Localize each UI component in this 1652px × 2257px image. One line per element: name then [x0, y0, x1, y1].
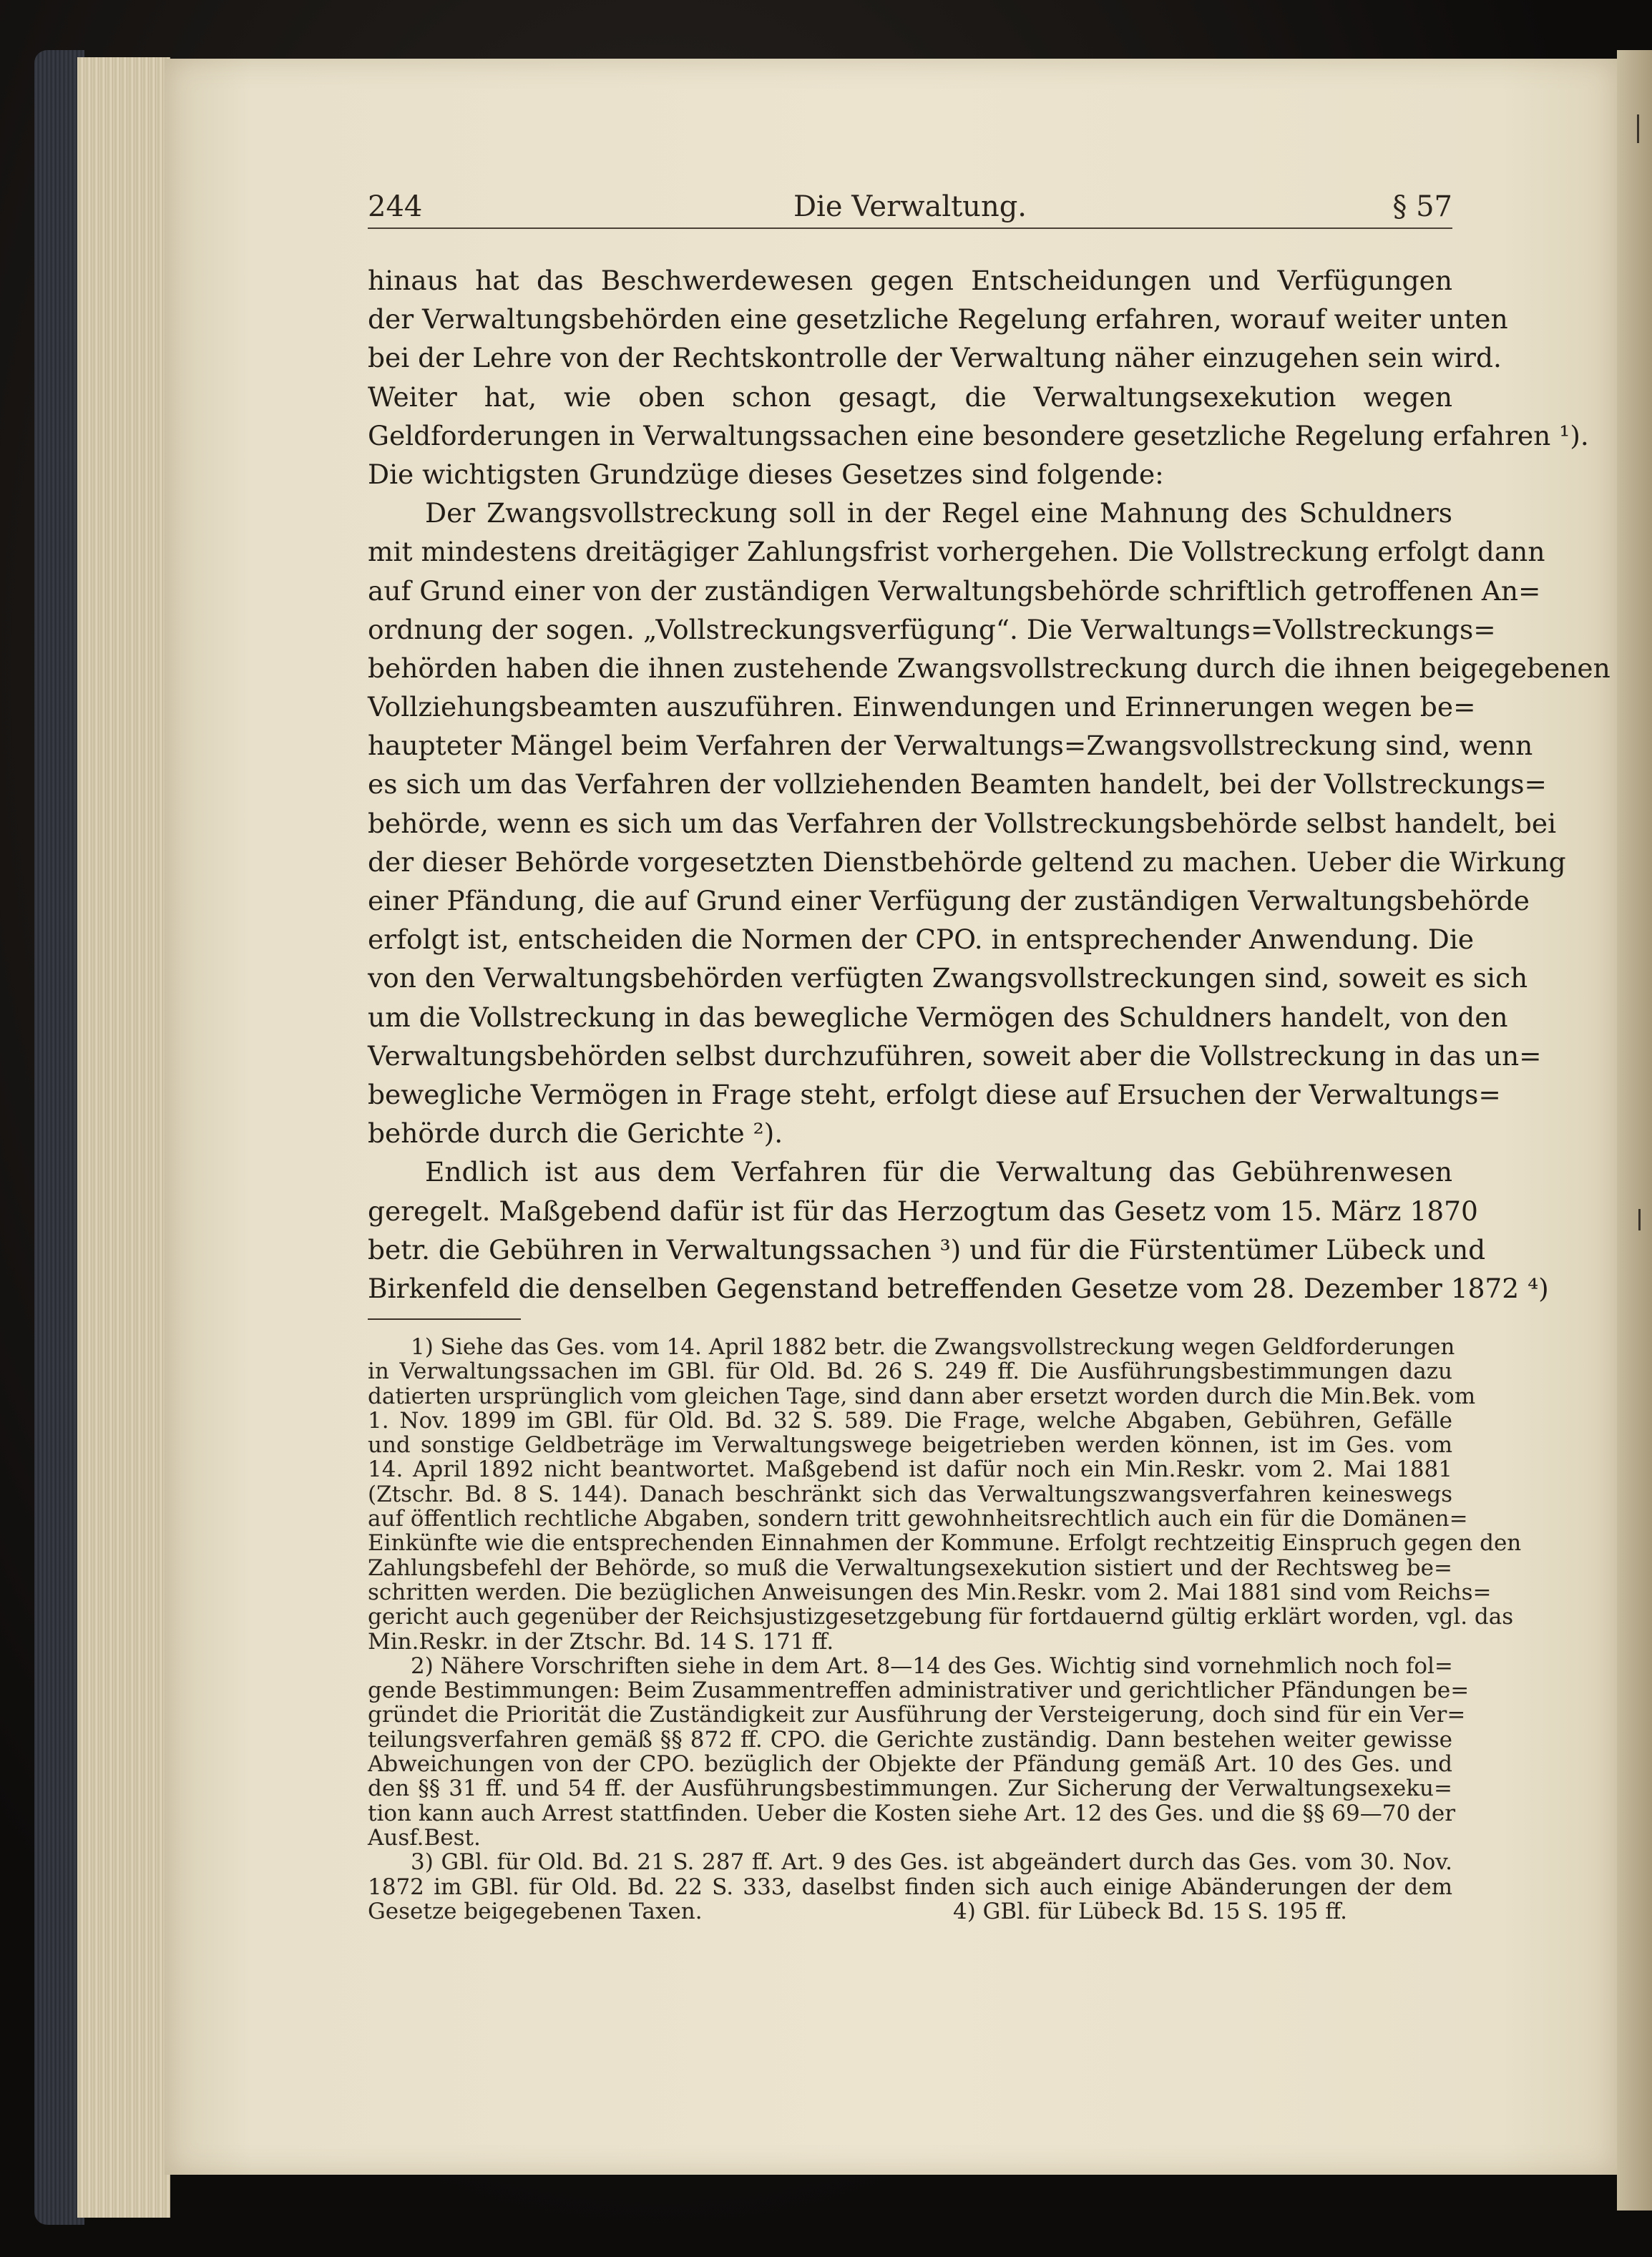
text-line: von den Verwaltungsbehörden verfügten Zwangsvollstreckungen sind, soweit es sich	[368, 962, 1528, 994]
edge-mark	[1637, 114, 1639, 143]
running-head	[368, 187, 1452, 229]
footnote-line	[368, 1899, 1452, 1924]
footnote-line: und sonstige Geldbeträge im Verwaltungswege beigetrieben werden können, ist im Ges. vom	[368, 1432, 1452, 1459]
text-line: Geldforderungen in Verwaltungssachen eine besondere gesetzliche Regelung erfahren ¹).	[368, 419, 1589, 451]
footnote-line: in Verwaltungssachen im GBl. für Old. Bd. 26 S. 249 ff. Die Ausführungsbestimmungen dazu	[368, 1358, 1452, 1385]
footnote-line: tion kann auch Arrest stattfinden. Ueber die Kosten siehe Art. 12 des Ges. und die §§ 69—70 der	[368, 1800, 1456, 1826]
footnote-line: 1. Nov. 1899 im GBl. für Old. Bd. 32 S. 589. Die Frage, welche Abgaben, Gebühren, Gefälle	[368, 1407, 1452, 1434]
footnote-line: 3) GBl. für Old. Bd. 21 S. 287 ff. Art. 9 des Ges. ist abgeändert durch das Ges. vom 30. Nov.	[411, 1849, 1452, 1876]
footnote-line: gende Bestimmungen: Beim Zusammentreffen administrativer und gerichtlicher Pfändungen be=	[368, 1678, 1470, 1704]
footnote-line: Einkünfte wie die entsprechenden Einnahmen der Kommune. Erfolgt rechtzeitig Einspruch gegen den	[368, 1530, 1522, 1557]
chapter-title: Die Verwaltung.	[793, 190, 1027, 223]
footnote-line: Zahlungsbefehl der Behörde, so muß die Verwaltungsexekution sistiert und der Rechtsweg be=	[368, 1555, 1452, 1581]
footnote-line: datierten ursprünglich vom gleichen Tage, sind dann aber ersetzt worden durch die Min.Bek. vom	[368, 1383, 1476, 1409]
footnote-line: teilungsverfahren gemäß §§ 872 ff. CPO. die Gerichte zuständig. Dann bestehen weiter gewisse	[368, 1726, 1452, 1753]
text-line: geregelt. Maßgebend dafür ist für das Herzogtum das Gesetz vom 15. März 1870	[368, 1195, 1478, 1227]
text-line: Endlich ist aus dem Verfahren für die Verwaltung das Gebührenwesen	[425, 1156, 1452, 1188]
text-line: behörde durch die Gerichte ²).	[368, 1117, 783, 1150]
text-line: erfolgt ist, entscheiden die Normen der CPO. in entsprechender Anwendung. Die	[368, 924, 1475, 956]
body-text	[368, 261, 1611, 1308]
text-line: es sich um das Verfahren der vollziehenden Beamten handelt, bei der Vollstreckungs=	[368, 768, 1547, 801]
facing-page-edge	[1617, 50, 1652, 2211]
text-line: ordnung der sogen. „Vollstreckungsverfügung“. Die Verwaltungs=Vollstreckungs=	[368, 613, 1496, 645]
footnote-line: (Ztschr. Bd. 8 S. 144). Danach beschränkt sich das Verwaltungszwangsverfahren keineswegs	[368, 1481, 1452, 1507]
footnote-line: Min.Reskr. in der Ztschr. Bd. 14 S. 171 ff.	[368, 1628, 834, 1655]
footnote-3-end: Gesetze beigegebenen Taxen.	[368, 1898, 703, 1924]
text-line: behörden haben die ihnen zustehende Zwangsvollstreckung durch die ihnen beigegebenen	[368, 652, 1611, 684]
footnote-line: Abweichungen von der CPO. bezüglich der Objekte der Pfändung gemäß Art. 10 des Ges. und	[368, 1751, 1452, 1778]
text-line: Der Zwangsvollstreckung soll in der Regel eine Mahnung des Schuldners	[425, 497, 1452, 529]
footnote-line: 1872 im GBl. für Old. Bd. 22 S. 333, daselbst finden sich auch einige Abänderungen der dem	[368, 1874, 1452, 1900]
text-line: Weiter hat, wie oben schon gesagt, die Verwaltungsexekution wegen	[368, 381, 1452, 413]
text-line: betr. die Gebühren in Verwaltungssachen ³) und für die Fürstentümer Lübeck und	[368, 1233, 1486, 1265]
page-edges	[77, 57, 170, 2218]
footnote-line: 14. April 1892 nicht beantwortet. Maßgebend ist dafür noch ein Min.Reskr. vom 2. Mai 1881	[368, 1456, 1452, 1483]
text-line: Die wichtigsten Grundzüge dieses Gesetzes sind folgende:	[368, 458, 1164, 490]
section-number: § 57	[1392, 190, 1452, 223]
text-line: auf Grund einer von der zuständigen Verwaltungsbehörde schriftlich getroffenen An=	[368, 574, 1541, 607]
footnotes	[368, 1334, 1522, 1924]
footnote-line: auf öffentlich rechtliche Abgaben, sondern tritt gewohnheitsrechtlich auch ein für die Domänen=	[368, 1506, 1468, 1532]
footnote-line: gründet die Priorität die Zuständigkeit zur Ausführung der Versteigerung, doch sind für ein Ver=	[368, 1702, 1466, 1728]
footnote-line: gericht auch gegenüber der Reichsjustizgesetzgebung für fortdauernd gültig erklärt worden, vgl. das	[368, 1604, 1514, 1630]
text-line: bewegliche Vermögen in Frage steht, erfolgt diese auf Ersuchen der Verwaltungs=	[368, 1078, 1501, 1110]
footnote-line: Ausf.Best.	[368, 1824, 481, 1851]
text-line: Verwaltungsbehörden selbst durchzuführen, soweit aber die Vollstreckung in das un=	[368, 1039, 1542, 1072]
text-line: mit mindestens dreitägiger Zahlungsfrist vorhergehen. Die Vollstreckung erfolgt dann	[368, 536, 1545, 568]
text-line: der Verwaltungsbehörden eine gesetzliche Regelung erfahren, worauf weiter unten	[368, 303, 1508, 336]
text-line: der dieser Behörde vorgesetzten Dienstbehörde geltend zu machen. Ueber die Wirkung	[368, 846, 1566, 878]
text-line: Birkenfeld die denselben Gegenstand betreffenden Gesetze vom 28. Dezember 1872 ⁴)	[368, 1272, 1549, 1304]
text-line: einer Pfändung, die auf Grund einer Verfügung der zuständigen Verwaltungsbehörde	[368, 885, 1530, 916]
footnote-4: 4) GBl. für Lübeck Bd. 15 S. 195 ff.	[953, 1898, 1347, 1924]
text-line: bei der Lehre von der Rechtskontrolle der Verwaltung näher einzugehen sein wird.	[368, 342, 1502, 374]
page-number: 244	[368, 190, 423, 223]
text-line: hinaus hat das Beschwerdewesen gegen Entscheidungen und Verfügungen	[368, 265, 1452, 296]
footnote-line: den §§ 31 ff. und 54 ff. der Ausführungsbestimmungen. Zur Sicherung der Verwaltungsexeku=	[368, 1776, 1452, 1802]
text-line: Vollziehungsbeamten auszuführen. Einwendungen und Erinnerungen wegen be=	[368, 691, 1476, 723]
footnote-line: 2) Nähere Vorschriften siehe in dem Art. 8—14 des Ges. Wichtig sind vornehmlich noch fol=	[411, 1653, 1453, 1679]
edge-mark	[1638, 1209, 1641, 1230]
footnote-line: 1) Siehe das Ges. vom 14. April 1882 betr. die Zwangsvollstreckung wegen Geldforderungen	[411, 1334, 1455, 1360]
text-line: um die Vollstreckung in das bewegliche Vermögen des Schuldners handelt, von den	[368, 1001, 1508, 1033]
text-line: haupteter Mängel beim Verfahren der Verwaltungs=Zwangsvollstreckung sind, wenn	[368, 730, 1533, 762]
text-line: behörde, wenn es sich um das Verfahren der Vollstreckungsbehörde selbst handelt, bei	[368, 807, 1557, 839]
footnote-line: schritten werden. Die bezüglichen Anweisungen des Min.Reskr. vom 2. Mai 1881 sind vom Reichs=	[368, 1579, 1492, 1605]
footnote-rule	[368, 1318, 521, 1320]
